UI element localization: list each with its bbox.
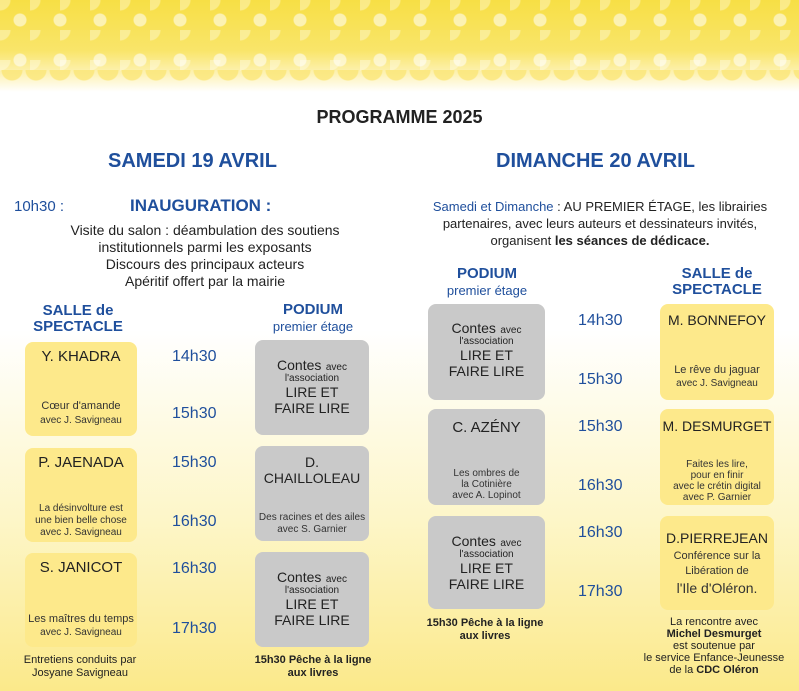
association-name: LIRE ET [285,384,339,400]
moderator: avec J. Savigneau [676,378,758,389]
association-name: FAIRE LIRE [274,612,350,628]
association-name: FAIRE LIRE [274,400,350,416]
sat-podium-box-contes-2 [255,552,369,647]
footer-line: aux livres [287,667,339,679]
intro-line [410,232,790,249]
sat-salle-header-line: SALLE de [42,302,114,319]
moderator: avec P. Garnier [682,492,752,503]
association-label: l'association [284,585,340,596]
contes-avec: avec [325,362,347,373]
book-title: Des racines et des ailes [258,512,366,523]
time-label: 15h30 [578,371,623,388]
sat-salle-header [22,303,134,335]
saturday-heading: SAMEDI 19 AVRIL [108,150,277,172]
author-name: M. BONNEFOY [667,312,766,328]
sun-salle-box-bonnefoy [660,304,774,400]
sun-salle-box-pierrejean [660,516,774,610]
time-label: 17h30 [172,620,217,637]
inauguration-line: Apéritif offert par la mairie [124,273,286,289]
association-label: l'association [284,373,340,384]
moderator: avec A. Lopinot [452,490,521,501]
footer-line [630,664,798,676]
footer-line: 15h30 Pêche à la ligne [254,654,372,666]
dedicace-intro [410,198,790,249]
association-label: l'association [459,549,514,560]
moderator: avec J. Savigneau [40,627,122,638]
association-name: FAIRE LIRE [448,363,525,379]
time-label: 16h30 [578,524,623,541]
contes-avec: avec [325,574,347,585]
event-description: Libération de [685,565,749,577]
author-name: P. JAENADA [38,454,124,471]
inauguration-line: Visite du salon : déambulation des soutiens [70,222,340,238]
footer-line: Entretiens conduits par [23,654,137,666]
sat-podium-sub: premier étage [272,319,354,334]
footer-line: 15h30 Pêche à la ligne [426,617,544,629]
footer-line: le service Enfance-Jeunesse [643,652,785,664]
footer-line: aux livres [459,630,511,642]
inauguration-line: Discours des principaux acteurs [105,256,305,272]
sat-salle-box-janicot [25,553,137,647]
association-name: LIRE ET [460,560,513,576]
time-label: 15h30 [172,454,217,471]
book-title: la Cotinière [461,479,512,490]
contes-word: Contes [451,533,496,549]
book-title: Faites les lire, [686,459,748,470]
event-description: Conférence sur la [673,550,761,562]
moderator: avec S. Garnier [277,524,347,535]
book-title: avec le crétin digital [673,481,761,492]
contes-word: Contes [277,569,322,585]
intro-text: : AU PREMIER ÉTAGE, les librairies [553,199,768,214]
association-name: FAIRE LIRE [448,576,525,592]
intro-text: organisent [490,233,555,248]
sun-podium-sub: premier étage [446,283,528,298]
book-title: Le rêve du jaguar [674,364,760,376]
sun-footer-left [400,617,570,643]
sun-salle-header-line: SALLE de [681,265,753,282]
time-label: 15h30 [172,405,217,422]
time-label: 14h30 [172,348,217,365]
author-name: M. DESMURGET [662,418,772,434]
inauguration-line: institutionnels parmi les exposants [98,239,312,255]
inauguration-time: 10h30 : [14,198,65,215]
sat-salle-box-khadra [25,342,137,436]
inauguration-title: INAUGURATION : [130,196,272,215]
sat-podium-box-contes-1 [255,340,369,435]
contes-word: Contes [451,320,496,336]
intro-bold: les séances de dédicace. [554,233,710,248]
book-title: Les maîtres du temps [28,613,134,625]
intro-line: partenaires, avec leurs auteurs et dessinateurs invités, [442,216,758,231]
author-name: D.PIERREJEAN [666,530,768,546]
sat-footer-right [228,654,398,680]
time-label: 14h30 [578,312,623,329]
sat-podium-box-chailloleau [255,446,369,541]
page-title: PROGRAMME 2025 [316,107,483,127]
book-title: Les ombres de [453,468,520,479]
sun-salle-header [660,266,774,298]
footer-line: La rencontre avec [669,616,759,628]
sun-podium-box-contes-2 [428,516,545,609]
author-name: S. JANICOT [39,559,123,576]
time-label: 16h30 [578,477,623,494]
footer-line: est soutenue par [673,640,755,652]
author-name: D. CHAILLOLEAU [263,454,361,486]
sun-salle-box-desmurget [660,409,774,505]
book-title: une bien belle chose [35,515,127,526]
sun-podium-box-contes-1 [428,304,545,400]
time-label: 17h30 [578,583,623,600]
time-label: 16h30 [172,560,217,577]
sun-podium-box-azeny [428,409,545,505]
sun-salle-header-line: SPECTACLE [672,281,762,298]
author-name: Y. KHADRA [41,348,121,365]
intro-lead: Samedi et Dimanche [432,199,554,214]
book-title: pour en finir [690,470,744,481]
sun-podium-header: PODIUM [457,265,517,282]
association-name: LIRE ET [460,347,513,363]
sat-podium-header: PODIUM [283,301,343,318]
moderator: avec J. Savigneau [40,415,122,426]
time-label: 15h30 [578,418,623,435]
footer-line: Josyane Savigneau [31,667,128,679]
sat-salle-box-jaenada [25,448,137,542]
author-name: C. AZÉNY [452,419,521,436]
footer-bold: CDC Oléron [696,664,759,676]
moderator: avec J. Savigneau [40,527,122,538]
time-label: 16h30 [172,513,217,530]
sunday-heading: DIMANCHE 20 AVRIL [496,150,695,172]
lace-edge [0,70,799,94]
book-title: Cœur d'amande [41,400,121,412]
event-description: l'Ile d'Oléron. [676,580,758,596]
book-title: La désinvolture est [39,503,123,514]
sun-footer-right [630,616,798,676]
sat-footer-left [10,654,150,680]
intro-line [410,198,790,215]
footer-line: Michel Desmurget [666,628,762,640]
sat-salle-header-line: SPECTACLE [33,318,123,335]
contes-avec: avec [500,325,522,336]
contes-avec: avec [500,538,522,549]
association-label: l'association [459,336,514,347]
contes-word: Contes [277,357,322,373]
inauguration-details [20,222,390,290]
footer-text: de la [669,664,697,676]
association-name: LIRE ET [285,596,339,612]
